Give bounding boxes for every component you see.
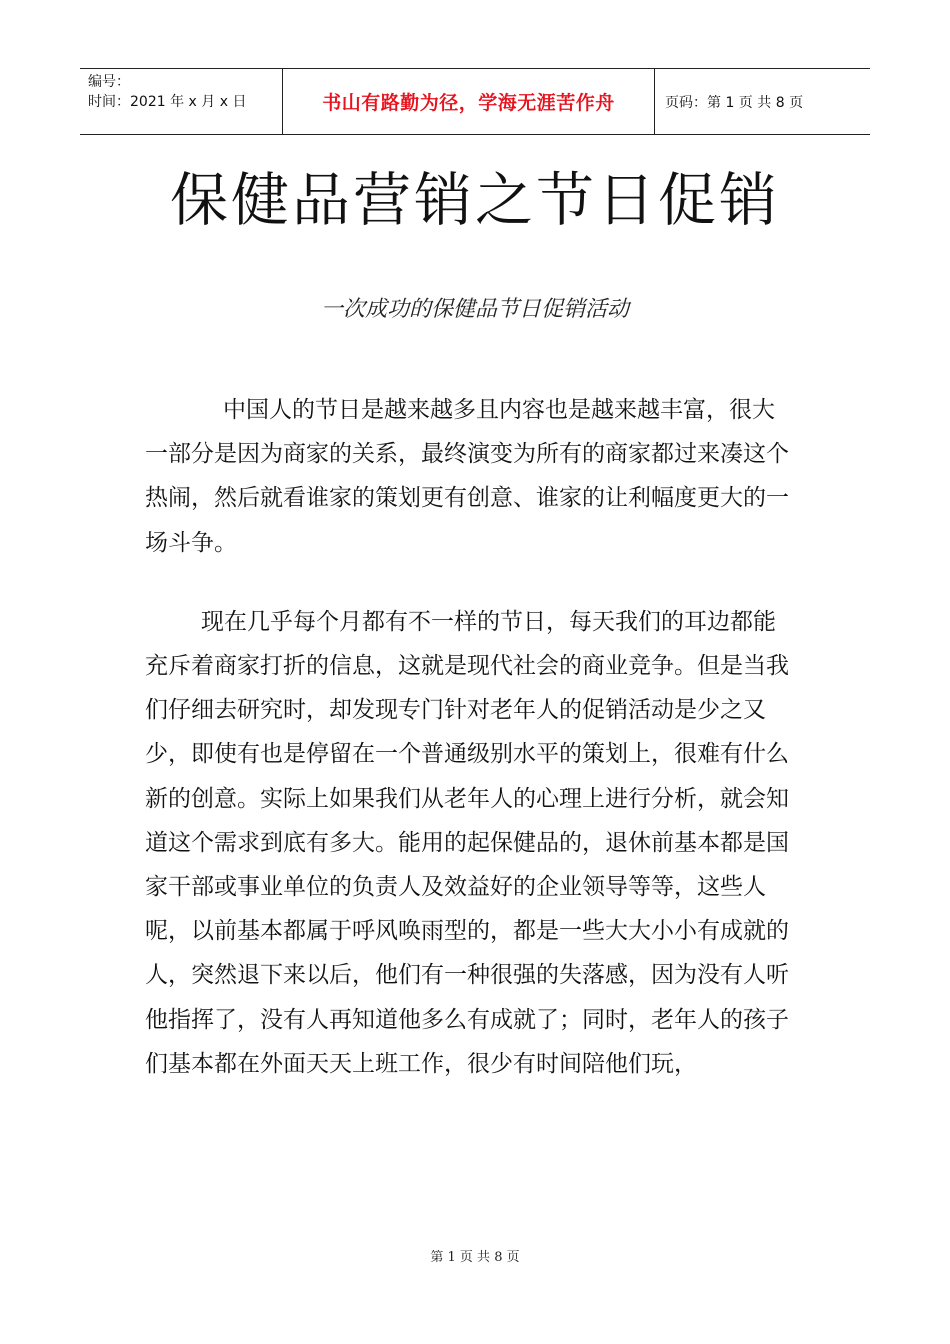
body-paragraph: 中国人的节日是越来越多且内容也是越来越丰富，很大一部分是因为商家的关系，最终演变为所有的商家都过来凑这个热闹，然后就看谁家的策划更有创意、谁家的让利幅度更大的一场斗争。 xyxy=(145,397,789,556)
document-date: 时间：2021 年 x 月 x 日 xyxy=(88,94,247,110)
header-motto: 书山有路勤为径，学海无涯苦作舟 xyxy=(322,92,615,114)
document-body xyxy=(145,388,795,1121)
document-header xyxy=(80,68,870,135)
document-title: 保健品营销之节日促销 xyxy=(169,166,780,234)
header-page-info-cell xyxy=(655,69,870,134)
document-number-label: 编号： xyxy=(88,74,130,90)
document-subtitle: 一次成功的保健品节日促销活动 xyxy=(320,297,629,322)
page-footer: 第 1 页 共 8 页 xyxy=(430,1250,520,1265)
body-paragraph: 现在几乎每个月都有不一样的节日，每天我们的耳边都能充斥着商家打折的信息，这就是现代社会的商业竞争。但是当我们仔细去研究时，却发现专门针对老年人的促销活动是少之又少，即使有也是停留在一个普通级别水平的策划上，很难有什么新的创意。实际上如果我们从老年人的心理上进行分析，就会知道这个需求到底有多大。能用的起保健品的，退休前基本都是国家干部或事业单位的负责人及效益好的企业领导等等，这些人呢，以前基本都属于呼风唤雨型的，都是一些大大小小有成就的人，突然退下来以后，他们有一种很强的失落感，因为没有人听他指挥了，没有人再知道他多么有成就了；同时，老年人的孩子们基本都在外面天天上班工作，很少有时间陪他们玩， xyxy=(145,608,789,1077)
header-motto-cell xyxy=(282,69,655,134)
header-meta xyxy=(80,69,282,134)
header-page-info: 页码：第 1 页 共 8 页 xyxy=(665,94,804,111)
